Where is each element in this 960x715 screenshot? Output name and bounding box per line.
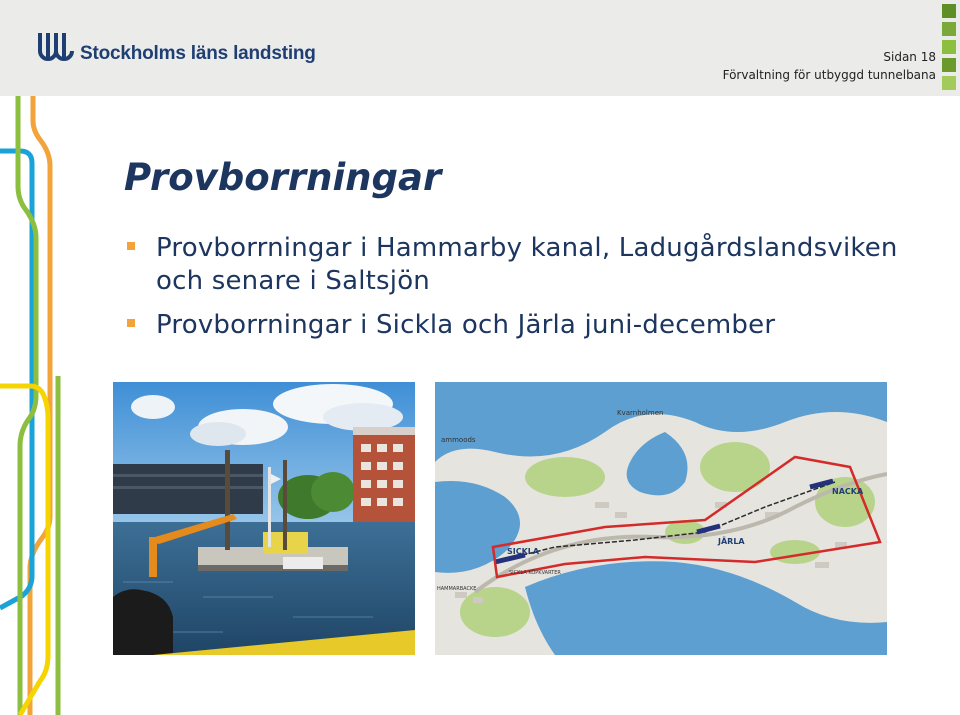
map-label-nacka: NACKA [832,487,864,496]
org-name: Stockholms läns landsting [80,43,316,64]
department-name: Förvaltning för utbyggd tunnelbana [722,68,936,82]
drilling-barge-photo [113,382,415,655]
tunnel-route-map [435,382,887,655]
map-label-west: ammoods [441,436,476,444]
map-label-jarla: JÄRLA [718,537,745,546]
square-icon [942,58,956,72]
page-number: Sidan 18 [883,50,936,64]
map-label-southwest: HAMMARBACKE [437,586,477,592]
bullet-text: Provborrningar i Hammarby kanal, Ladugårdslandsviken och senare i Saltsjön [156,233,898,296]
org-logo [34,31,324,71]
map-label-sickla: SICKLA [507,547,540,556]
decorative-squares [940,0,960,96]
square-icon [942,76,956,90]
slide-header [0,0,960,96]
square-icon [942,22,956,36]
bullet-item [124,232,924,298]
blue-line [0,151,32,608]
bullet-square-icon [127,242,135,250]
bullet-square-icon [127,319,135,327]
bullet-text: Provborrningar i Sickla och Järla juni-december [156,310,776,340]
construction-barge-photo-icon [113,382,415,655]
sll-logo-icon [34,31,76,67]
map-label-sickla-kopkvarter: SICKLA KÖPKVARTER [509,570,561,576]
yellow-line [0,386,48,715]
tunnel-route-map-icon [435,382,887,655]
square-icon [942,4,956,18]
metro-lines-decoration [0,96,80,715]
bullet-item [124,309,924,342]
square-icon [942,40,956,54]
slide-title: Provborrningar [124,156,442,199]
map-label-kvarnholmen: Kvarnholmen [617,409,664,417]
bullet-list [124,232,924,353]
